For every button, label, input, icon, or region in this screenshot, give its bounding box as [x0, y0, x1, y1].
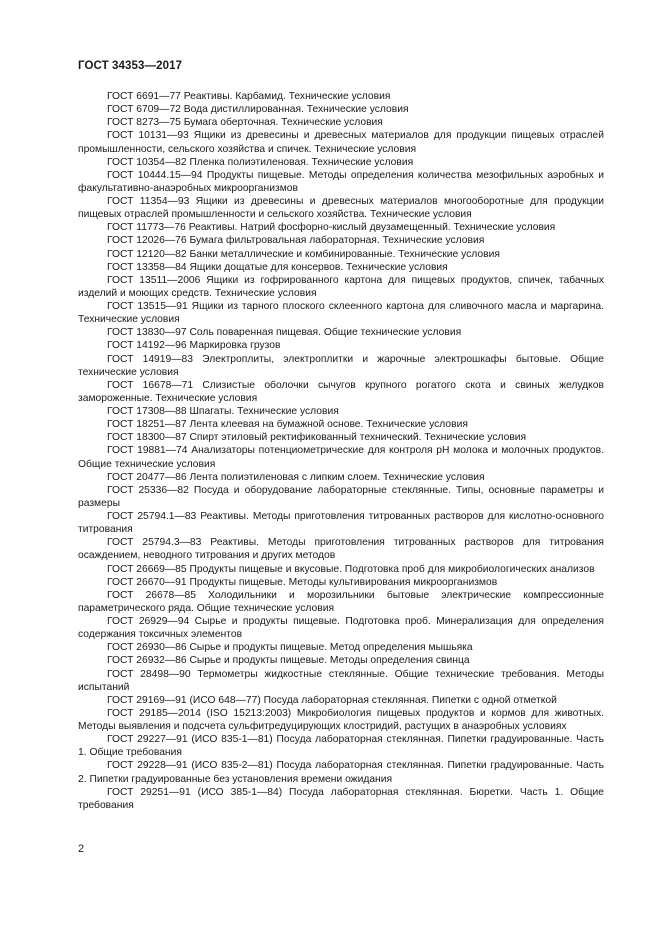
reference-entry: ГОСТ 29185—2014 (ISO 15213:2003) Микробиология пищевых продуктов и кормов для животных. Методы выявления и подсчета сульфитредуцирующих клостридий, растущих в анаэробных условиях	[78, 707, 604, 732]
reference-entry: ГОСТ 18251—87 Лента клеевая на бумажной основе. Технические условия	[107, 419, 468, 431]
reference-entry: ГОСТ 11354—93 Ящики из древесины и древесных материалов многооборотные для продукции пищевых отраслей промышленности и сельского хозяйства. Технические условия	[78, 196, 604, 221]
reference-entry: ГОСТ 12026—76 Бумага фильтровальная лабораторная. Технические условия	[107, 235, 485, 247]
reference-entry: ГОСТ 10354—82 Пленка полиэтиленовая. Технические условия	[107, 156, 414, 168]
reference-entry: ГОСТ 26670—91 Продукты пищевые. Методы культивирования микроорганизмов	[107, 576, 498, 588]
reference-entry: ГОСТ 16678—71 Слизистые оболочки сычугов крупного рогатого скота и свиных желудков замороженные. Технические условия	[78, 379, 604, 404]
reference-entry: ГОСТ 13515—91 Ящики из тарного плоского склеенного картона для сливочного масла и маргарина. Технические условия	[78, 301, 604, 326]
reference-entry: ГОСТ 25794.1—83 Реактивы. Методы приготовления титрованных растворов для кислотно-основного титрования	[78, 511, 604, 536]
reference-entry: ГОСТ 25794.3—83 Реактивы. Методы приготовления титрованных растворов для титрования осаждением, неводного титрования и других методов	[78, 537, 604, 562]
reference-entry: ГОСТ 29228—91 (ИСО 835-2—81) Посуда лабораторная стеклянная. Пипетки градуированные. Часть 2. Пипетки градуированные без установления времени ожидания	[78, 760, 604, 785]
reference-entry: ГОСТ 25336—82 Посуда и оборудование лабораторные стеклянные. Типы, основные параметры и размеры	[78, 484, 604, 509]
reference-entry: ГОСТ 26678—85 Холодильники и морозильники бытовые электрические компрессионные параметрического ряда. Общие технические условия	[78, 589, 604, 614]
reference-entry: ГОСТ 6691—77 Реактивы. Карбамид. Технические условия	[107, 91, 391, 102]
reference-entry: ГОСТ 10444.15—94 Продукты пищевые. Методы определения количества мезофильных аэробных и факультативно-анаэробных микроорганизмов	[78, 169, 604, 194]
reference-entry: ГОСТ 26930—86 Сырье и продукты пищевые. Метод определения мышьяка	[107, 642, 473, 654]
reference-entry: ГОСТ 6709—72 Вода дистиллированная. Технические условия	[107, 104, 409, 116]
reference-entry: ГОСТ 11773—76 Реактивы. Натрий фосфорно-кислый двузамещенный. Технические условия	[107, 222, 556, 234]
reference-entry: ГОСТ 18300—87 Спирт этиловый ректификованный технический. Технические условия	[107, 432, 527, 444]
reference-entry: ГОСТ 14919—83 Электроплиты, электроплитки и жарочные электрошкафы бытовые. Общие технические условия	[78, 353, 604, 378]
reference-entry: ГОСТ 13830—97 Соль поваренная пищевая. Общие технические условия	[107, 327, 462, 339]
reference-entry: ГОСТ 29169—91 (ИСО 648—77) Посуда лабораторная стеклянная. Пипетки с одной отметкой	[107, 694, 557, 706]
normative-references-list	[78, 90, 604, 812]
reference-entry: ГОСТ 26932—86 Сырье и продукты пищевые. Методы определения свинца	[107, 655, 470, 667]
reference-entry: ГОСТ 28498—90 Термометры жидкостные стеклянные. Общие технические требования. Методы испытаний	[78, 668, 604, 693]
reference-entry: ГОСТ 10131—93 Ящики из древесины и древесных материалов для продукции пищевых отраслей промышленности, сельского хозяйства и спичек. Технические условия	[78, 130, 604, 155]
reference-entry: ГОСТ 29227—91 (ИСО 835-1—81) Посуда лабораторная стеклянная. Пипетки градуированные. Часть 1. Общие требования	[78, 734, 604, 759]
reference-entry: ГОСТ 19881—74 Анализаторы потенциометрические для контроля pH молока и молочных продуктов. Общие технические условия	[78, 445, 604, 470]
reference-entry: ГОСТ 29251—91 (ИСО 385-1—84) Посуда лабораторная стеклянная. Бюретки. Часть 1. Общие требования	[78, 786, 604, 811]
reference-entry: ГОСТ 13358—84 Ящики дощатые для консервов. Технические условия	[107, 261, 448, 273]
reference-entry: ГОСТ 12120—82 Банки металлические и комбинированные. Технические условия	[107, 248, 500, 260]
reference-entry: ГОСТ 26669—85 Продукты пищевые и вкусовые. Подготовка проб для микробиологических анализов	[107, 563, 595, 575]
page-number: 2	[78, 843, 85, 855]
reference-entry: ГОСТ 20477—86 Лента полиэтиленовая с липким слоем. Технические условия	[107, 471, 485, 483]
reference-entry: ГОСТ 13511—2006 Ящики из гофрированного картона для пищевых продуктов, спичек, табачных изделий и моющих средств. Технические условия	[78, 274, 604, 299]
reference-entry: ГОСТ 14192—96 Маркировка грузов	[107, 340, 281, 352]
reference-entry: ГОСТ 26929—94 Сырье и продукты пищевые. Подготовка проб. Минерализация для определения содержания токсичных элементов	[78, 616, 604, 641]
reference-entry: ГОСТ 17308—88 Шпагаты. Технические условия	[107, 406, 339, 417]
reference-entry: ГОСТ 8273—75 Бумага оберточная. Технические условия	[107, 117, 383, 129]
document-code-header: ГОСТ 34353—2017	[78, 60, 183, 72]
